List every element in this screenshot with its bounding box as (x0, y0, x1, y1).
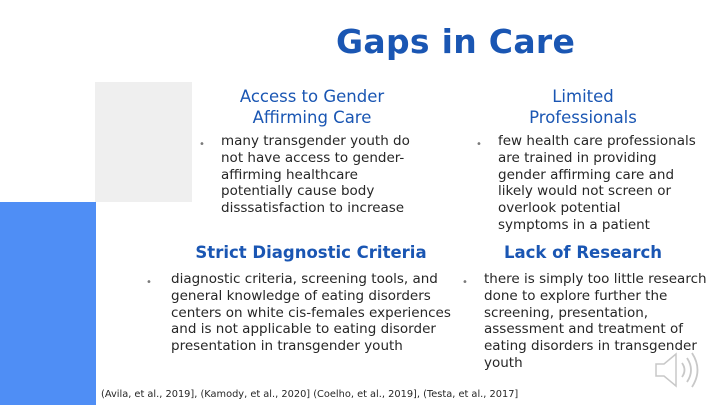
heading-line: Access to Gender (239, 87, 385, 106)
bullet-line: gender affirming care and (498, 166, 675, 183)
bullet-line: few health care professionals (498, 133, 696, 149)
bullet-line: overlook potential (498, 200, 621, 217)
bullet-marker: • (146, 277, 152, 288)
slide-title: Gaps in Care (336, 22, 576, 61)
bullet-line: disssatisfaction to increase (221, 200, 405, 217)
bullet-line: screening, presentation, (484, 304, 649, 321)
bullet-line: affirming healthcare (221, 166, 358, 183)
citations: (Avila, et al., 2019], (Kamody, et al., 2020] (Coelho, et al., 2019], (Testa, et al., 2017] (101, 389, 519, 400)
bullet-limited-professionals (498, 133, 696, 234)
bullet-line: are trained in providing (498, 149, 657, 166)
decorative-blue-block (0, 202, 96, 405)
heading-line: Professionals (529, 108, 637, 127)
bullet-line: centers on white cis-females experiences (171, 304, 451, 321)
bullet-line: symptoms in a patient (498, 216, 650, 233)
bullet-marker: • (476, 139, 482, 150)
bullet-line: there is simply too little research (484, 271, 707, 287)
bullet-line: assessment and treatment of (484, 321, 684, 338)
heading-line: Affirming Care (252, 108, 372, 127)
bullet-line: potentially cause body (221, 183, 375, 200)
heading-access-to-care (221, 86, 403, 128)
bullet-line: many transgender youth do (221, 133, 410, 149)
bullet-line: presentation in transgender youth (171, 338, 403, 355)
bullet-line: done to explore further the (484, 287, 668, 304)
decorative-gray-block (95, 82, 192, 202)
heading-line: Limited (552, 87, 614, 106)
heading-line: Strict Diagnostic Criteria (195, 243, 427, 262)
bullet-line: and is not applicable to eating disorder (171, 321, 436, 338)
bullet-marker: • (462, 277, 468, 288)
bullet-strict-diagnostic-criteria (171, 271, 451, 355)
bullet-line: diagnostic criteria, screening tools, and (171, 271, 438, 287)
bullet-line: youth (484, 354, 523, 371)
bullet-line: general knowledge of eating disorders (171, 287, 431, 304)
bullet-line: likely would not screen or (498, 183, 672, 200)
bullet-marker: • (199, 139, 205, 150)
heading-strict-diagnostic-criteria (170, 242, 452, 263)
bullet-access-to-care (221, 133, 410, 217)
heading-line: Lack of Research (503, 243, 663, 262)
heading-limited-professionals (508, 86, 658, 128)
speaker-icon[interactable] (650, 348, 706, 392)
bullet-line: not have access to gender- (221, 149, 405, 166)
bullet-line: eating disorders in transgender (484, 338, 697, 355)
heading-lack-of-research (496, 242, 670, 263)
